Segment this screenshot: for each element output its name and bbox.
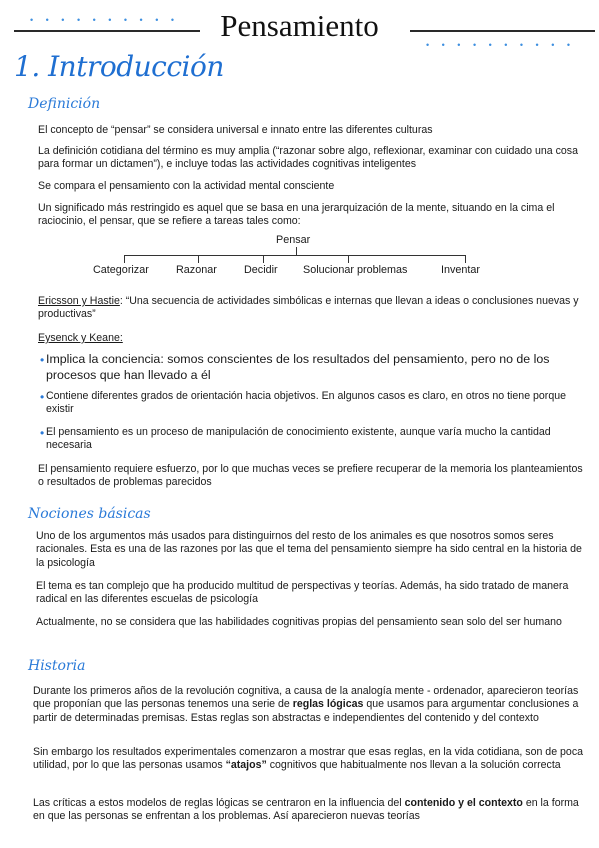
author-label: Eysenck y Keane:: [38, 332, 123, 344]
tree-leaf: Decidir: [244, 264, 278, 276]
citation-ericsson-hastie: [38, 295, 586, 322]
text-run: Las críticas a estos modelos de reglas lógicas se centraron en la influencia del: [33, 797, 405, 809]
paragraph: El pensamiento requiere esfuerzo, por lo que muchas veces se prefiere recuperar de la memoria los planteamientos o resultados de problemas parecidos: [38, 463, 583, 489]
bullet-icon: •: [40, 390, 45, 404]
tree-leaf: Solucionar problemas: [303, 264, 408, 276]
pensar-tree-diagram: [0, 234, 599, 282]
list-item: [40, 390, 586, 417]
text-run: Sin embargo los resultados experimentales comenzaron a mostrar que esas reglas, en la vida cotidiana, son de poca utilidad, por lo que las personas usamos: [33, 746, 584, 772]
text-run: que usamos para argumentar conclusiones a partir de determinadas premisas. Estas reglas son abstractas e independientes del contenido y del contexto: [33, 698, 579, 724]
tree-root: Pensar: [276, 234, 311, 246]
paragraph: Uno de los argumentos más usados para distinguirnos del resto de los animales es que nosotros somos seres racionales. Esta es una de las razones por las que el tema del pensamiento siempre ha sido central en la historia de la psicología: [36, 530, 582, 569]
tree-leaf-connector: [348, 255, 349, 263]
paragraph: El tema es tan complejo que ha producido multitud de perspectivas y teorías. Además, ha sido tratado de manera radical en las diferentes escuelas de psicología: [36, 580, 569, 606]
citation-eysenck-keane: [38, 332, 586, 345]
paragraph: [33, 797, 589, 824]
list-item-text: El pensamiento es un proceso de manipulación de conocimiento existente, aunque varía mucho la cantidad necesaria: [46, 426, 551, 452]
bold-term: “atajos”: [225, 759, 267, 772]
quote-text: : “Una secuencia de actividades simbólicas e internas que llevan a ideas o conclusiones nuevas y productivas”: [38, 295, 579, 321]
page-title: Pensamiento: [220, 8, 379, 43]
paragraph: [33, 746, 589, 773]
tree-leaf-connector: [263, 255, 264, 263]
page-header: [0, 6, 599, 48]
tree-leaf-connector: [124, 255, 125, 263]
paragraph: Un significado más restringido es aquel que se basa en una jerarquización de la mente, situando en la cima el raciocinio, el pensar, que se refiere a tareas tales como:: [38, 202, 555, 228]
tree-leaf: Inventar: [441, 264, 481, 276]
decorative-dots-left: • • • • • • • • • •: [30, 15, 180, 25]
tree-leaf: Categorizar: [93, 264, 149, 276]
section-heading-introduccion: 1. Introducción: [14, 50, 224, 83]
tree-leaf-connector: [465, 255, 466, 263]
text-run: en la forma en que las personas se enfrentan a los problemas. Así aparecieron nuevas teorías: [33, 797, 579, 823]
list-item-text: Implica la conciencia: somos conscientes de los resultados del pensamiento, pero no de los procesos que han llevado a él: [46, 352, 550, 382]
subheading-definicion: Definición: [28, 96, 101, 112]
paragraph: La definición cotidiana del término es muy amplia (“razonar sobre algo, reflexionar, examinar con cuidado una cosa para formar un dictamen”), e incluye todas las actividades cognitivas inteligentes: [38, 145, 578, 171]
subheading-nociones-basicas: Nociones básicas: [28, 506, 151, 522]
text-run: cognitivos que habitualmente nos llevan a la solución correcta: [266, 759, 561, 772]
list-item: [40, 351, 586, 383]
decorative-dots-right: • • • • • • • • • •: [426, 40, 576, 50]
bullet-icon: •: [40, 353, 45, 367]
header-rule-right: [410, 30, 595, 32]
author-label: Ericsson y Hastie: [38, 295, 120, 307]
tree-leaf-connector: [198, 255, 199, 263]
bold-term: reglas lógicas: [292, 698, 364, 711]
list-item: [40, 426, 586, 453]
subheading-historia: Historia: [28, 658, 86, 674]
list-item-text: Contiene diferentes grados de orientación hacia objetivos. En algunos casos es claro, en otros no tiene porque existir: [46, 390, 567, 416]
tree-leaf: Razonar: [176, 264, 217, 276]
tree-branch-bar: [124, 255, 465, 256]
paragraph: [33, 685, 589, 725]
paragraph: Actualmente, no se considera que las habilidades cognitivas propias del pensamiento sean solo del ser humano: [36, 616, 562, 628]
tree-root-connector: [296, 247, 297, 255]
paragraph: El concepto de “pensar” se considera universal e innato entre las diferentes culturas: [38, 124, 433, 136]
text-run: Durante los primeros años de la revolución cognitiva, a causa de la analogía mente - ordenador, aparecieron teorías que proponían que las personas tenemos una serie de: [33, 685, 579, 711]
bold-term: contenido y el contexto: [404, 797, 523, 809]
bullet-icon: •: [40, 426, 45, 440]
paragraph: Se compara el pensamiento con la actividad mental consciente: [38, 180, 335, 192]
